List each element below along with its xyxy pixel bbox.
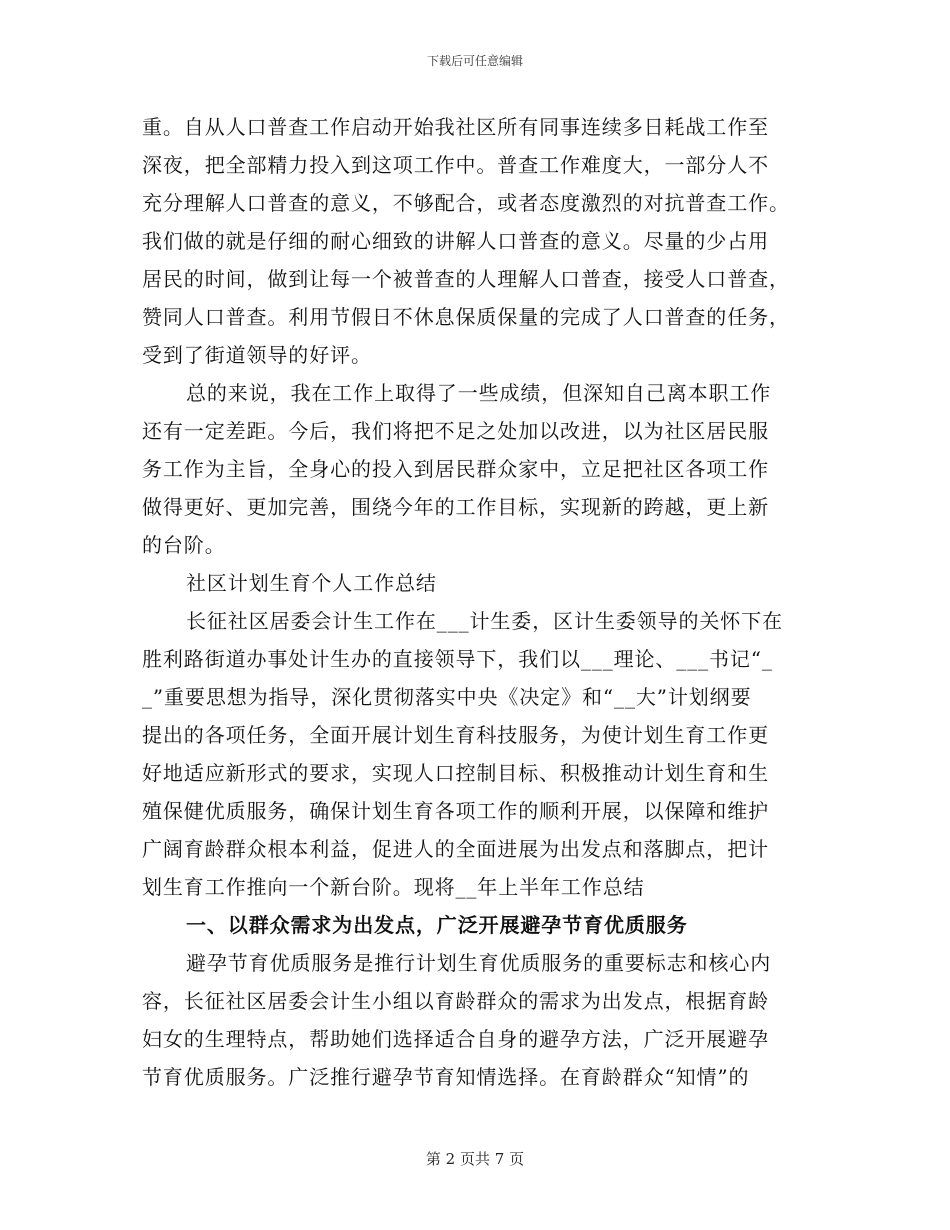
- text-line: 胜利路街道办事处计生办的直接领导下，我们以___理论、___书记“_: [142, 647, 773, 671]
- text-line: 容，长征社区居委会计生小组以育龄群众的需求为出发点，根据育龄: [142, 989, 769, 1013]
- text-line: 居民的时间，做到让每一个被普查的人理解人口普查，接受人口普查，: [142, 267, 790, 291]
- text-line: 赞同人口普查。利用节假日不休息保质保量的完成了人口普查的任务，: [142, 305, 790, 329]
- text-line: 我们做的就是仔细的耐心细致的讲解人口普查的意义。尽量的少占用: [142, 229, 769, 253]
- text-line: 殖保健优质服务，确保计划生育各项工作的顺利开展，以保障和维护: [142, 799, 769, 823]
- page-header-note: 下载后可任意编辑: [426, 54, 523, 68]
- section-title: 社区计划生育个人工作总结: [186, 571, 437, 595]
- text-line: 好地适应新形式的要求，实现人口控制目标、积极推动计划生育和生: [142, 761, 769, 785]
- text-line: 划生育工作推向一个新台阶。现将__年上半年工作总结: [142, 875, 645, 899]
- text-line: 充分理解人口普查的意义，不够配合，或者态度激烈的对抗普查工作。: [142, 191, 790, 215]
- text-line: 节育优质服务。广泛推行避孕节育知情选择。在育龄群众“知情”的: [142, 1065, 750, 1089]
- text-line: 妇女的生理特点，帮助她们选择适合自身的避孕方法，广泛开展避孕: [142, 1027, 769, 1051]
- paragraph-start-line: 长征社区居委会计生工作在___计生委，区计生委领导的关怀下在: [186, 609, 783, 633]
- text-line: 务工作为主旨，全身心的投入到居民群众家中，立足把社区各项工作: [142, 457, 769, 481]
- text-line: 还有一定差距。今后，我们将把不足之处加以改进，以为社区居民服: [142, 419, 769, 443]
- text-line: 重。自从人口普查工作启动开始我社区所有同事连续多日耗战工作至: [142, 115, 769, 139]
- text-line: 提出的各项任务，全面开展计划生育科技服务，为使计划生育工作更: [142, 723, 769, 747]
- document-body: [142, 108, 810, 1096]
- text-line: 受到了街道领导的好评。: [142, 343, 372, 367]
- paragraph-start-line: 避孕节育优质服务是推行计划生育优质服务的重要标志和核心内: [186, 951, 772, 975]
- text-line: _”重要思想为指导，深化贯彻落实中央《决定》和“__大”计划纲要: [142, 685, 752, 709]
- text-line: 做得更好、更加完善，围绕今年的工作目标，实现新的跨越，更上新: [142, 495, 769, 519]
- text-line: 深夜，把全部精力投入到这项工作中。普查工作难度大，一部分人不: [142, 153, 769, 177]
- page-number: 第 2 页共 7 页: [425, 1150, 525, 1168]
- text-line: 广阔育龄群众根本利益，促进人的全面进展为出发点和落脚点，把计: [142, 837, 769, 861]
- text-line: 的台阶。: [142, 533, 226, 557]
- paragraph-start-line: 总的来说，我在工作上取得了一些成绩，但深知自己离本职工作: [186, 381, 772, 405]
- section-heading: 一、以群众需求为出发点，广泛开展避孕节育优质服务: [186, 913, 688, 937]
